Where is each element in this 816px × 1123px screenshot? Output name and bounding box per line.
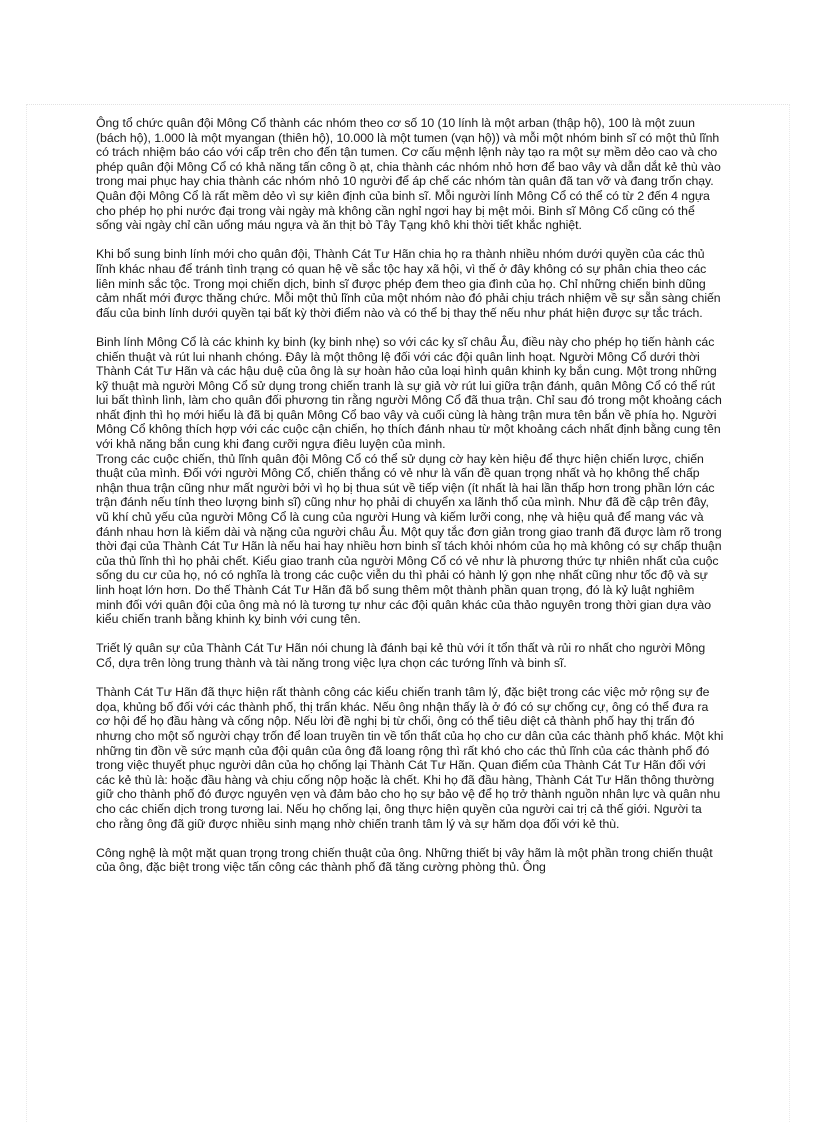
- paragraph: Thành Cát Tư Hãn đã thực hiện rất thành công các kiểu chiến tranh tâm lý, đặc biệt trong các việc mở rộng sự đe dọa, khủng bố đối với các thành phố, thị trấn khác. Nếu ông nhận thấy là ở đó có sự chống cự, ông có thể đưa ra cơ hội để họ đầu hàng và cống nộp. Nếu lời đề nghị bị từ chối, ông có thể tiêu diệt cả thành phố hay thị trấn đó nhưng cho một số người chạy trốn để loan truyền tin về tổn thất của họ cho cư dân của các thành phố khác. Một khi những tin đồn về sức mạnh của đội quân của ông đã loang rộng thì rất khó cho các thủ lĩnh của các thành phố đó trong việc thuyết phục người dân của họ chống lại Thành Cát Tư Hãn. Quan điểm của Thành Cát Tư Hãn đối với các kẻ thù là: hoặc đầu hàng và chịu cống nộp hoặc là chết. Khi họ đã đầu hàng, Thành Cát Tư Hãn thông thường giữ cho thành phố đó được nguyên vẹn và đảm bảo cho họ sự bảo vệ để họ trở thành nguồn nhân lực và quân nhu cho các chiến dịch trong tương lai. Nếu họ chống lại, ông thực hiện quyền của người cai trị cả thế giới. Người ta cho rằng ông đã giữ được nhiều sinh mạng nhờ chiến tranh tâm lý và sự hăm dọa đối với kẻ thù.: [96, 685, 724, 831]
- paragraph: Triết lý quân sự của Thành Cát Tư Hãn nói chung là đánh bại kẻ thù với ít tổn thất và rủi ro nhất cho người Mông Cổ, dựa trên lòng trung thành và tài năng trong việc lựa chọn các tướng lĩnh và binh sĩ.: [96, 641, 706, 670]
- paragraph: Trong các cuộc chiến, thủ lĩnh quân đội Mông Cổ có thể sử dụng cờ hay kèn hiệu để thực hiện chiến lược, chiến thuật của mình. Đối với người Mông Cổ, chiến thắng có vẻ như là vấn đề quan trọng nhất và họ không thể chấp nhận thua trận cũng như mất người bởi vì họ bị thua sút về tiếp viện (ít nhất là hai lần thấp hơn trong phần lớn các trận đánh nếu tính theo lượng binh sĩ) cũng như họ phải di chuyển xa lãnh thổ của mình. Như đã đề cập trên đây, vũ khí chủ yếu của người Mông Cổ là cung của người Hung và kiếm lưỡi cong, nhẹ và hiệu quả để mang vác và đánh nhau hơn là kiếm dài và nặng của người châu Âu. Một quy tắc đơn giản trong giao tranh đã được làm rõ trong thời đại của Thành Cát Tư Hãn là nếu hai hay nhiều hơn binh sĩ tách khỏi nhóm của họ mà không có sự chấp thuận của thủ lĩnh thì họ phải chết. Kiểu giao tranh của người Mông Cổ có vẻ như là phương thức tự nhiên nhất của cuộc sống du cư của họ, nó có nghĩa là trong các cuộc viễn du thì phải có hành lý gọn nhẹ nhất cũng như tốc độ và sự linh hoạt lớn hơn. Do thế Thành Cát Tư Hãn đã bổ sung thêm một thành phần quan trọng, đó là kỷ luật nghiêm minh đối với quân đội của ông mà nó là tương tự như các đội quân khác của thảo nguyên trong thời gian dựa vào kiểu chiến tranh bằng khinh kỵ binh với cung tên.: [96, 451, 722, 627]
- document-body: [96, 116, 724, 889]
- paragraph: Khi bổ sung binh lính mới cho quân đội, Thành Cát Tư Hãn chia họ ra thành nhiều nhóm dưới quyền của các thủ lĩnh khác nhau để tránh tình trạng có quan hệ về sắc tộc hay xã hội, vì thế ở đây không có sự phân chia theo các liên minh sắc tộc. Trong mọi chiến dịch, binh sĩ được phép đem theo gia đình của họ. Chỉ những chiến binh dũng cảm nhất mới được thăng chức. Mỗi một thủ lĩnh của một nhóm nào đó phải chịu trách nhiệm về sự sẵn sàng chiến đấu của binh lính dưới quyền tại bất kỳ thời điểm nào và có thể bị thay thế nếu như phát hiện được sự tắc trách.: [96, 247, 721, 320]
- paragraph: Binh lính Mông Cổ là các khinh kỵ binh (kỵ binh nhẹ) so với các kỵ sĩ châu Âu, điều này cho phép họ tiến hành các chiến thuật và rút lui nhanh chóng. Đây là một thông lệ đối với các đội quân linh hoạt. Người Mông Cổ dưới thời Thành Cát Tư Hãn và các hậu duệ của ông là sự hoàn hảo của loại hình quân khinh kỵ bắn cung. Một trong những kỹ thuật mà người Mông Cổ sử dụng trong chiến tranh là sự giả vờ rút lui giữa trận đánh, quân Mông Cổ có thể rút lui bất thình lình, làm cho quân đối phương tin rằng người Mông Cổ đã thua trận. Chỉ sau đó trong một khoảng cách nhất định thì họ mới hiểu là đã bị quân Mông Cổ bao vây và cuối cùng là hàng trận mưa tên bắn về phía họ. Người Mông Cổ không thích hợp với các cuộc cận chiến, họ thích đánh nhau từ một khoảng cách nhất định bằng cung tên với khả năng bắn cung khi đang cưỡi ngựa điêu luyện của mình.: [96, 334, 722, 452]
- paragraph: Ông tổ chức quân đội Mông Cổ thành các nhóm theo cơ số 10 (10 lính là một arban (thập hộ), 100 là một zuun (bách hộ), 1.000 là một myangan (thiên hộ), 10.000 là một tumen (vạn hộ)) và mỗi một nhóm binh sĩ có một thủ lĩnh có trách nhiệm báo cáo với cấp trên cho đến tận tumen. Cơ cấu mệnh lệnh này tạo ra một sự mềm dẻo cao và cho phép quân đội Mông Cổ có khả năng tấn công ồ ạt, chia thành các nhóm nhỏ hơn để bao vây và dẫn dắt kẻ thù vào trong mai phục hay chia thành các nhóm nhỏ 10 người để áp chế các nhóm tàn quân đã tan vỡ và đang trốn chạy. Quân đội Mông Cổ là rất mềm dẻo vì sự kiên định của binh sĩ. Mỗi người lính Mông Cổ có thể có từ 2 đến 4 ngựa cho phép họ phi nước đại trong vài ngày mà không cần nghỉ ngơi hay bị mệt mỏi. Binh sĩ Mông Cổ cũng có thể sống vài ngày chỉ cần uống máu ngựa và ăn thịt bò Tây Tạng khô khi thời tiết khắc nghiệt.: [96, 116, 721, 233]
- paragraph: Công nghệ là một mặt quan trọng trong chiến thuật của ông. Những thiết bị vây hãm là một phần trong chiến thuật của ông, đặc biệt trong việc tấn công các thành phố đã tăng cường phòng thủ. Ông: [96, 845, 713, 875]
